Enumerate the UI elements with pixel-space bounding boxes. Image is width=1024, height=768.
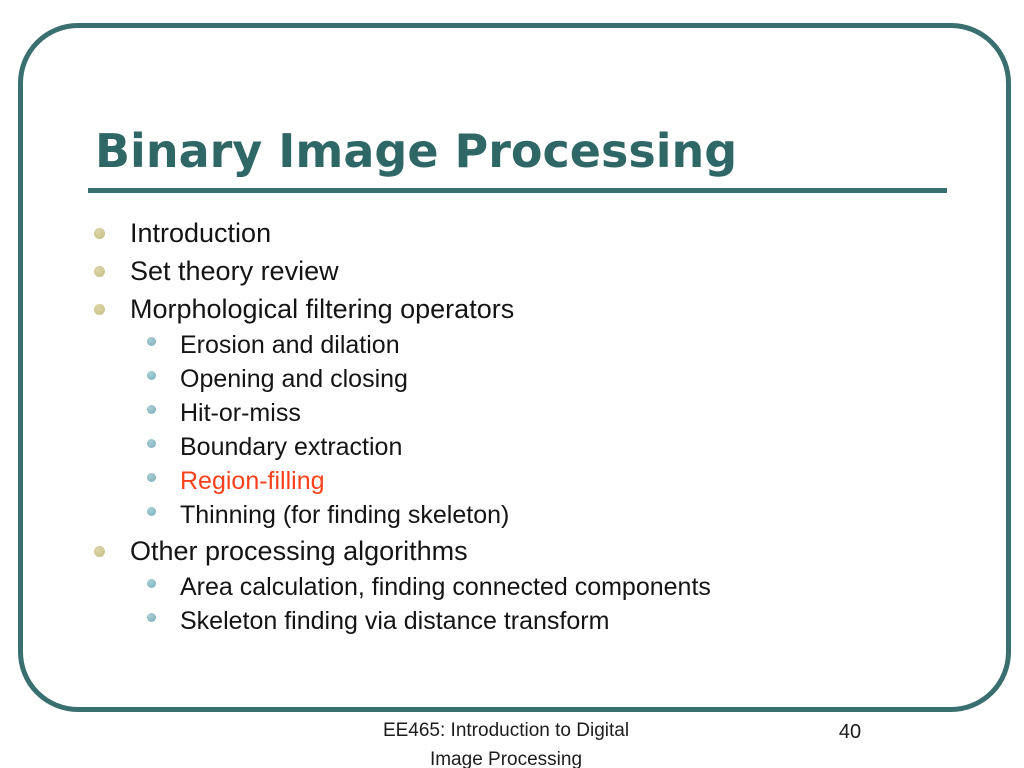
list-item-label: Skeleton finding via distance transform [180, 606, 610, 635]
list-item-label: Boundary extraction [180, 432, 403, 461]
slide-title: Binary Image Processing [95, 124, 738, 178]
list-item [0, 290, 1000, 328]
title-underline [88, 188, 947, 193]
sub-bullet-icon [147, 473, 156, 482]
list-item-label: Set theory review [130, 255, 339, 286]
sub-bullet-icon [147, 439, 156, 448]
sub-bullet-icon [147, 579, 156, 588]
list-item [0, 498, 1000, 532]
list-item-label: Hit-or-miss [180, 398, 301, 427]
footer-course-title: EE465: Introduction to Digital Image Processing [382, 720, 630, 768]
list-item-label: Introduction [130, 217, 272, 248]
list-item-label: Region-filling [180, 466, 325, 495]
bullet-list [0, 214, 1000, 638]
sub-bullet-icon [147, 337, 156, 346]
bullet-icon [94, 228, 105, 239]
list-item-label: Erosion and dilation [180, 330, 400, 359]
sub-bullet-icon [147, 507, 156, 516]
list-item [0, 570, 1000, 604]
list-item [0, 532, 1000, 570]
list-item [0, 396, 1000, 430]
sub-bullet-icon [147, 371, 156, 380]
list-item [0, 604, 1000, 638]
list-item [0, 328, 1000, 362]
list-item-label: Area calculation, finding connected components [180, 572, 711, 601]
sub-bullet-icon [147, 405, 156, 414]
bullet-icon [94, 266, 105, 277]
page-number: 40 [838, 721, 862, 743]
list-item [0, 252, 1000, 290]
list-item-label: Opening and closing [180, 364, 408, 393]
list-item-highlighted [0, 464, 1000, 498]
list-item [0, 214, 1000, 252]
list-item-label: Thinning (for finding skeleton) [180, 500, 510, 529]
list-item [0, 362, 1000, 396]
list-item-label: Other processing algorithms [130, 535, 468, 566]
bullet-icon [94, 546, 105, 557]
sub-bullet-icon [147, 613, 156, 622]
list-item [0, 430, 1000, 464]
bullet-icon [94, 304, 105, 315]
list-item-label: Morphological filtering operators [130, 293, 515, 324]
